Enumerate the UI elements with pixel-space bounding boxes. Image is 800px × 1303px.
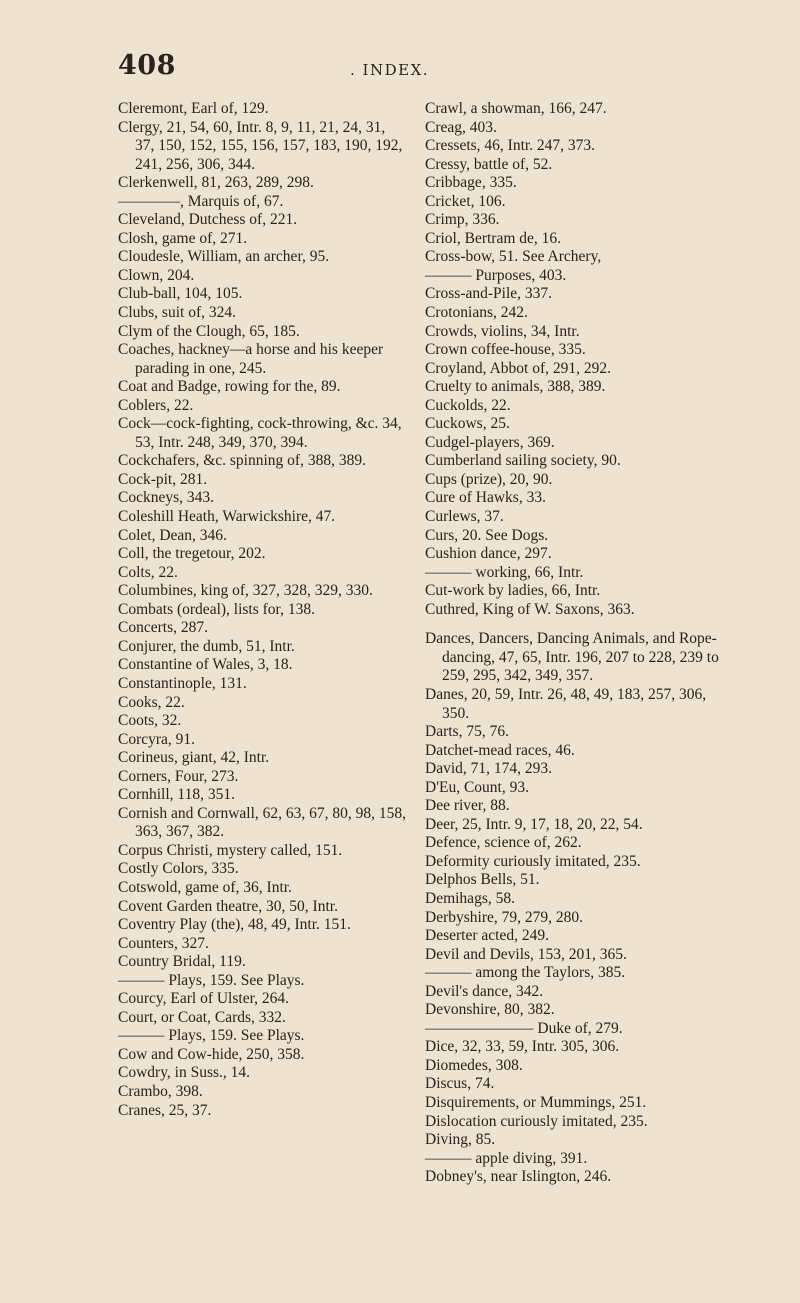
index-entry: Crowds, violins, 34, Intr. [425, 322, 580, 340]
index-entry: Cuckows, 25. [425, 415, 510, 433]
index-entry: Diomedes, 308. [425, 1056, 523, 1074]
index-entry: Corineus, giant, 42, Intr. [118, 749, 270, 767]
index-entry: Clerkenwell, 81, 263, 289, 298. [118, 174, 314, 192]
index-entry: Cross-bow, 51. See Archery, [425, 248, 602, 266]
index-entry: Devonshire, 80, 382. [425, 1001, 555, 1019]
index-entry: Clergy, 21, 54, 60, Intr. 8, 9, 11, 21, 24, 31, 37, 150, 152, 155, 156, 157, 183, 190, 192, 241, 256, 306, 344. [118, 118, 403, 173]
index-entry: Corcyra, 91. [118, 730, 196, 748]
index-entry: ——— apple diving, 391. [425, 1149, 588, 1167]
index-entry: Cotswold, game of, 36, Intr. [118, 878, 292, 896]
running-head: . INDEX. [350, 61, 430, 79]
index-entry: Cooks, 22. [118, 693, 185, 711]
index-entry: Cockchafers, &c. spinning of, 388, 389. [118, 452, 366, 470]
index-entry: Curs, 20. See Dogs. [425, 526, 549, 544]
index-entry: ——————— Duke of, 279. [425, 1019, 623, 1037]
index-entry: Curlews, 37. [425, 508, 504, 526]
index-entry: Derbyshire, 79, 279, 280. [425, 908, 583, 926]
index-entry: Cleveland, Dutchess of, 221. [118, 211, 298, 229]
index-entry: Cure of Hawks, 33. [425, 489, 546, 507]
index-entry: Colts, 22. [118, 563, 178, 581]
index-entry: Clubs, suit of, 324. [118, 304, 236, 322]
index-entry: Court, or Coat, Cards, 332. [118, 1008, 286, 1026]
index-entry: Combats (ordeal), lists for, 138. [118, 600, 315, 618]
index-entry: Cribbage, 335. [425, 174, 517, 192]
index-entry: Coaches, hackney—a horse and his keeper parading in one, 245. [118, 341, 384, 377]
index-entry: Cressets, 46, Intr. 247, 373. [425, 137, 596, 155]
index-entry: ——— Plays, 159. See Plays. [118, 971, 305, 989]
index-entry: Devil and Devils, 153, 201, 365. [425, 945, 627, 963]
index-entry: Croyland, Abbot of, 291, 292. [425, 359, 611, 377]
index-entry: ——— Purposes, 403. [425, 266, 567, 284]
page-number: 408 [118, 50, 176, 81]
index-entry: Coat and Badge, rowing for the, 89. [118, 378, 341, 396]
index-entry: Dances, Dancers, Dancing Animals, and Rope-dancing, 47, 65, Intr. 196, 207 to 228, 239 to 259, 295, 342, 349, 357. [425, 630, 719, 685]
index-entry: Cuckolds, 22. [425, 396, 511, 414]
index-entry: Cut-work by ladies, 66, Intr. [425, 582, 601, 600]
index-entry: Constantine of Wales, 3, 18. [118, 656, 293, 674]
index-column-right [425, 100, 725, 1187]
index-entry: Columbines, king of, 327, 328, 329, 330. [118, 582, 373, 600]
index-entry: Cricket, 106. [425, 192, 506, 210]
index-entry: Datchet-mead races, 46. [425, 741, 575, 759]
index-entry: Defence, science of, 262. [425, 834, 582, 852]
index-entry: Cudgel-players, 369. [425, 433, 555, 451]
index-entry: Crown coffee-house, 335. [425, 341, 586, 359]
index-entry: ——— Plays, 159. See Plays. [118, 1027, 305, 1045]
index-entry: Costly Colors, 335. [118, 860, 239, 878]
index-entry: Discus, 74. [425, 1075, 495, 1093]
index-entry: ——— among the Taylors, 385. [425, 964, 626, 982]
index-entry: Cups (prize), 20, 90. [425, 470, 553, 488]
index-entry: Cumberland sailing society, 90. [425, 452, 621, 470]
index-entry: Cruelty to animals, 388, 389. [425, 378, 606, 396]
index-entry: Creag, 403. [425, 118, 497, 136]
index-entry: Coleshill Heath, Warwickshire, 47. [118, 508, 336, 526]
index-entry: Colet, Dean, 346. [118, 526, 227, 544]
index-entry: Deserter acted, 249. [425, 927, 549, 945]
index-entry: Clown, 204. [118, 266, 195, 284]
index-entry: Dislocation curiously imitated, 235. [425, 1112, 648, 1130]
index-entry: Club-ball, 104, 105. [118, 285, 243, 303]
index-entry: Dee river, 88. [425, 797, 510, 815]
index-entry: Cock-pit, 281. [118, 470, 208, 488]
index-entry: Danes, 20, 59, Intr. 26, 48, 49, 183, 257, 306, 350. [425, 685, 707, 722]
index-entry: Cockneys, 343. [118, 489, 215, 507]
index-entry: Corpus Christi, mystery called, 151. [118, 841, 343, 859]
index-entry: Courcy, Earl of Ulster, 264. [118, 990, 289, 1008]
index-entry: Darts, 75, 76. [425, 723, 509, 741]
index-entry: Cushion dance, 297. [425, 545, 552, 563]
index-entry: Disquirements, or Mummings, 251. [425, 1093, 647, 1111]
index-entry: Cowdry, in Suss., 14. [118, 1064, 251, 1082]
index-entry: Cross-and-Pile, 337. [425, 285, 553, 303]
index-entry: Cornhill, 118, 351. [118, 786, 235, 804]
index-entry: Coblers, 22. [118, 396, 194, 414]
index-entry: Corners, Four, 273. [118, 767, 239, 785]
index-entry: Crimp, 336. [425, 211, 500, 229]
index-entry: Crawl, a showman, 166, 247. [425, 100, 607, 117]
index-entry: Coots, 32. [118, 712, 182, 730]
index-entry: Coll, the tregetour, 202. [118, 545, 266, 563]
index-entry: Deer, 25, Intr. 9, 17, 18, 20, 22, 54. [425, 815, 643, 833]
index-entry: Cock—cock-fighting, cock-throwing, &c. 34, 53, Intr. 248, 349, 370, 394. [118, 415, 402, 451]
index-entry: Cleremont, Earl of, 129. [118, 100, 269, 117]
index-entry: Cloudesle, William, an archer, 95. [118, 248, 330, 266]
index-entry: Delphos Bells, 51. [425, 871, 540, 889]
index-entry: Counters, 327. [118, 934, 209, 952]
index-entry: Concerts, 287. [118, 619, 208, 637]
index-entry: Crotonians, 242. [425, 304, 528, 322]
index-entry: Dobney's, near Islington, 246. [425, 1168, 612, 1186]
index-entry: David, 71, 174, 293. [425, 760, 553, 778]
index-entry: Coventry Play (the), 48, 49, Intr. 151. [118, 916, 351, 934]
index-entry: Criol, Bertram de, 16. [425, 229, 562, 247]
index-entry: D'Eu, Count, 93. [425, 778, 529, 796]
index-entry: Cuthred, King of W. Saxons, 363. [425, 600, 635, 618]
index-entry: Cranes, 25, 37. [118, 1101, 212, 1119]
index-entry: Crambo, 398. [118, 1082, 203, 1100]
index-entry: Country Bridal, 119. [118, 953, 246, 971]
index-entry: Cow and Cow-hide, 250, 358. [118, 1045, 305, 1063]
index-entry: Covent Garden theatre, 30, 50, Intr. [118, 897, 338, 915]
index-entry: Deformity curiously imitated, 235. [425, 852, 641, 870]
index-entry: Conjurer, the dumb, 51, Intr. [118, 637, 295, 655]
index-entry: Cornish and Cornwall, 62, 63, 67, 80, 98, 158, 363, 367, 382. [118, 804, 407, 841]
index-entry: Constantinople, 131. [118, 674, 247, 692]
index-entry: Closh, game of, 271. [118, 229, 248, 247]
index-column-left [118, 100, 408, 1120]
index-entry: Demihags, 58. [425, 889, 515, 907]
index-entry: ——— working, 66, Intr. [425, 563, 584, 581]
index-entry: Cressy, battle of, 52. [425, 155, 553, 173]
index-entry: ————, Marquis of, 67. [118, 192, 284, 210]
index-entry: Clym of the Clough, 65, 185. [118, 322, 300, 340]
index-entry: Devil's dance, 342. [425, 982, 544, 1000]
index-entry: Diving, 85. [425, 1131, 496, 1149]
index-entry: Dice, 32, 33, 59, Intr. 305, 306. [425, 1038, 620, 1056]
